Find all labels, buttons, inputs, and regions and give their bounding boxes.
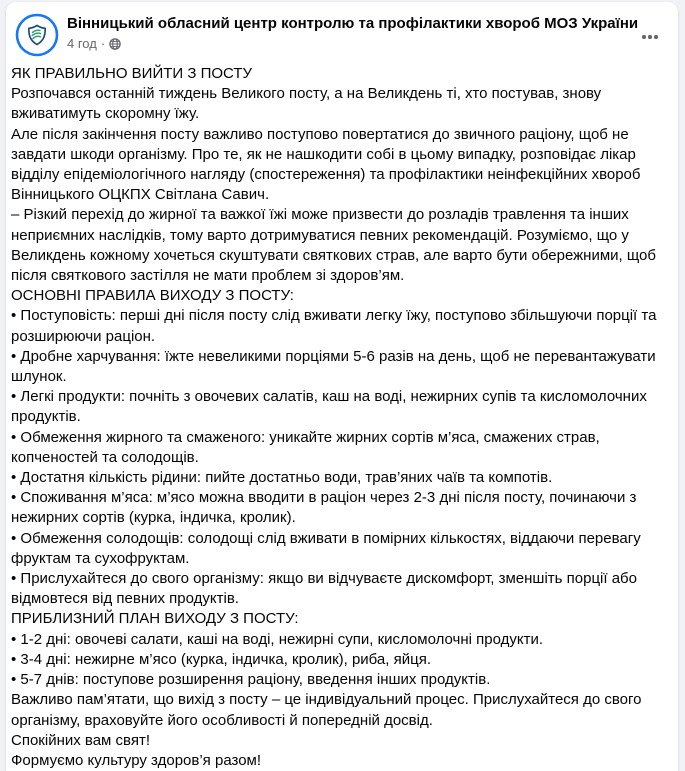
post-paragraph: Важливо пам’ятати, що вихід з посту – це індивідуальний процес. Прислухайтеся до свого організму, враховуйте його особливості й попередній досвід. <box>11 691 646 729</box>
ellipsis-icon <box>642 35 646 39</box>
meta-separator: · <box>100 36 106 51</box>
post-paragraph: • Прислухайтеся до свого організму: якщо ви відчуваєте дискомфорт, зменшіть порції або відмовтеся від певних продуктів. <box>11 570 642 608</box>
post-paragraph: • Достатня кількість рідини: пийте достатньо води, трав’яних чаїв та компотів. <box>11 469 553 487</box>
post-header <box>6 2 678 57</box>
post-paragraph: • Поступовість: перші дні після посту слід вживати легку їжу, поступово збільшуючи порції та розширюючи раціон. <box>11 307 661 345</box>
post-paragraph: ПРИБЛИЗНИЙ ПЛАН ВИХОДУ З ПОСТУ: <box>11 610 299 628</box>
page-name-link[interactable]: Вінницький обласний центр контролю та профілактики хвороб МОЗ України <box>67 15 639 32</box>
post-meta <box>67 35 634 52</box>
post-paragraph: • Легкі продукти: почніть з овочевих салатів, каш на воді, нежирних супів та кисломолочних продуктів. <box>11 388 652 426</box>
post-paragraph: • 3-4 дні: нежирне м’ясо (курка, індичка, кролик), риба, яйця. <box>11 650 431 668</box>
globe-icon <box>109 38 121 50</box>
post-paragraph: • Споживання м’яса: м’ясо можна вводити в раціон через 2-3 дні після посту, починаючи з нежирних сортів (курка, індичка, кролик). <box>11 489 641 527</box>
post-paragraph: • Обмеження солодощів: солодощі слід вживати в помірних кількостях, віддаючи перевагу фруктам та сухофруктам. <box>11 529 645 567</box>
header-text <box>67 13 639 52</box>
post-text <box>6 57 678 771</box>
post-paragraph: • 5-7 днів: поступове розширення раціону, введення інших продуктів. <box>11 671 491 689</box>
ellipsis-icon <box>648 35 652 39</box>
post-card <box>6 2 678 771</box>
avatar[interactable] <box>15 13 59 57</box>
ellipsis-icon <box>654 35 658 39</box>
post-paragraph: Спокійних вам свят! <box>11 731 150 749</box>
post-paragraph: • 1-2 дні: овочеві салати, каші на воді, нежирні супи, кисломолочні продукти. <box>11 630 544 648</box>
post-paragraph: Розпочався останній тиждень Великого посту, а на Великдень ті, хто постував, знову вживатимуть скоромну їжу. <box>11 85 606 123</box>
post-menu-button[interactable] <box>634 25 666 49</box>
post-paragraph: ОСНОВНІ ПРАВИЛА ВИХОДУ З ПОСТУ: <box>11 287 294 305</box>
post-paragraph: – Різкий перехід до жирної та важкої їжі може призвести до розладів травлення та інших неприємних наслідків, тому варто дотримуватися певних рекомендацій. Розуміємо, що у Великдень кожному хочеться скуштувати святкових страв, але варто бути обережними, щоб після святкового застілля не мати проблем зі здоров’ям. <box>11 206 661 285</box>
page-logo-icon <box>15 13 59 57</box>
timestamp-link[interactable]: 4 год <box>67 36 97 51</box>
post-paragraph: • Обмеження жирного та смаженого: уникайте жирних сортів м’яса, смажених страв, копченостей та солодощів. <box>11 428 604 466</box>
post-paragraph: Але після закінчення посту важливо поступово повертатися до звичного раціону, щоб не завдати шкоди організму. Про те, як не нашкодити собі в цьому випадку, розповідає лікар відділу епідеміологічного нагляду (спостереження) та профілактики неінфекційних хвороб Вінницького ОЦКПХ Світлана Савич. <box>11 125 645 204</box>
post-paragraph: ЯК ПРАВИЛЬНО ВИЙТИ З ПОСТУ <box>11 65 253 82</box>
post-paragraph: Формуємо культуру здоров’я разом! <box>11 751 262 769</box>
post-paragraph: • Дробне харчування: їжте невеликими порціями 5-6 разів на день, щоб не перевантажувати шлунок. <box>11 347 660 386</box>
